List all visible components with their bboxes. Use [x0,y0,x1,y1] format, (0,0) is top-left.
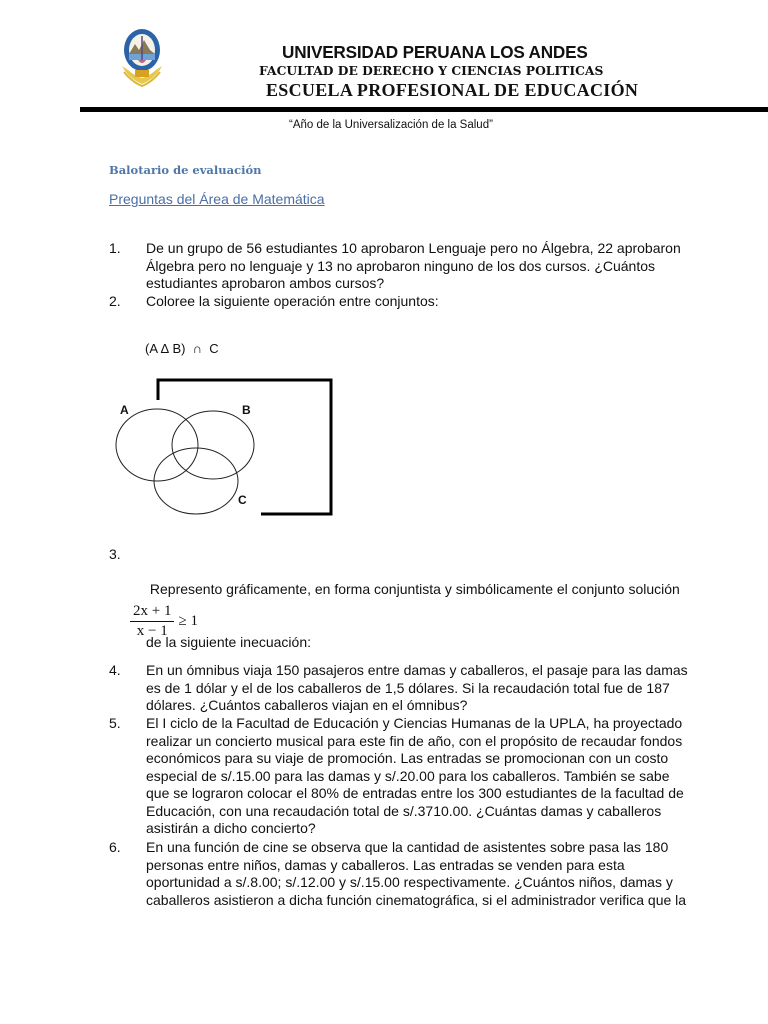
question-line: dólares. ¿Cuántos caballeros viajan en el ómnibus? [146,697,468,713]
question-line: estudiantes aprobaron ambos cursos? [146,275,385,291]
section-title: Balotario de evaluación [109,163,262,177]
university-crest-icon [118,26,166,88]
question-number: 2. [109,293,121,309]
question-line: En un ómnibus viaja 150 pasajeros entre damas y caballeros, el pasaje para las damas [146,662,688,678]
question-line: En una función de cine se observa que la cantidad de asistentes sobre pasa las 180 [146,839,669,855]
question-number: 5. [109,715,121,731]
section-subtitle: Preguntas del Área de Matemática [109,191,325,207]
question-line: realizar un concierto musical para este fin de año, con el propósito de recaudar fondos [146,732,683,749]
question-line: económicos para su viaje de promoción. Las entradas se promocionan con un costo [146,750,669,766]
question-line: caballeros asistieron a dicha función cinematográfica, si el administrador verifica que la [146,891,687,908]
question-text [146,662,706,715]
question-number: 6. [109,839,121,855]
fraction-denominator: x − 1 [136,623,168,639]
fraction [130,603,174,640]
school-title: ESCUELA PROFESIONAL DE EDUCACIÓN [266,80,639,100]
inequality-formula [130,603,198,640]
question-line: es de 1 dólar y el de los caballeros de 1,5 dólares. Si la recaudación total fue de 187 [146,679,670,696]
question-line: Coloree la siguiente operación entre conjuntos: [146,293,439,309]
university-title: UNIVERSIDAD PERUANA LOS ANDES [282,42,588,62]
question-text [146,293,706,311]
question-line: oportunidad a s/.8.00; s/.12.00 y s/.15.00 respectivamente. ¿Cuántos niños, damas y [146,874,673,890]
question-line: personas entre niños, damas y caballeros. Las entradas se venden para esta [146,856,625,873]
question-line: Represento gráficamente, en forma conjuntista y simbólicamente el conjunto solución [146,581,680,597]
fraction-numerator: 2x + 1 [130,603,174,622]
question-text [146,240,706,293]
question-number: 1. [109,240,121,256]
question-text [146,715,706,838]
question-line: El I ciclo de la Facultad de Educación y Ciencias Humanas de la UPLA, ha proyectado [146,715,683,731]
faculty-title: FACULTAD DE DERECHO Y CIENCIAS POLITICAS [259,63,604,78]
set-expression: (A ∆ B) ∩ C [145,341,219,356]
question-line: asistirán a dicho concierto? [146,820,316,836]
question-number: 3. [109,546,121,562]
question-line: que se lograron colocar el 80% de entradas entre los 300 estudiantes de la facultad de [146,785,684,801]
question-line: Educación, con una recaudación total de s/.3710.00. ¿Cuántas damas y caballeros [146,802,662,819]
header-separator [80,107,768,112]
venn-label-a: A [120,403,129,417]
question-line: especial de s/.15.00 para las damas y s/.20.00 para los caballeros. También se sabe [146,767,670,784]
venn-label-c: C [238,493,247,507]
question-text [146,839,706,909]
question-line: de la siguiente inecuación: [146,633,312,650]
year-motto: “Año de la Universalización de la Salud” [289,119,493,131]
question-line: Álgebra pero no lenguaje y 13 no aprobaron ninguno de los dos cursos. ¿Cuántos [146,257,656,274]
question-line: De un grupo de 56 estudiantes 10 aprobaron Lenguaje pero no Álgebra, 22 aprobaron [146,240,681,256]
venn-label-b: B [242,403,251,417]
inequality-relation: ≥ 1 [178,613,198,629]
question-number: 4. [109,662,121,678]
venn-diagram [100,370,350,530]
